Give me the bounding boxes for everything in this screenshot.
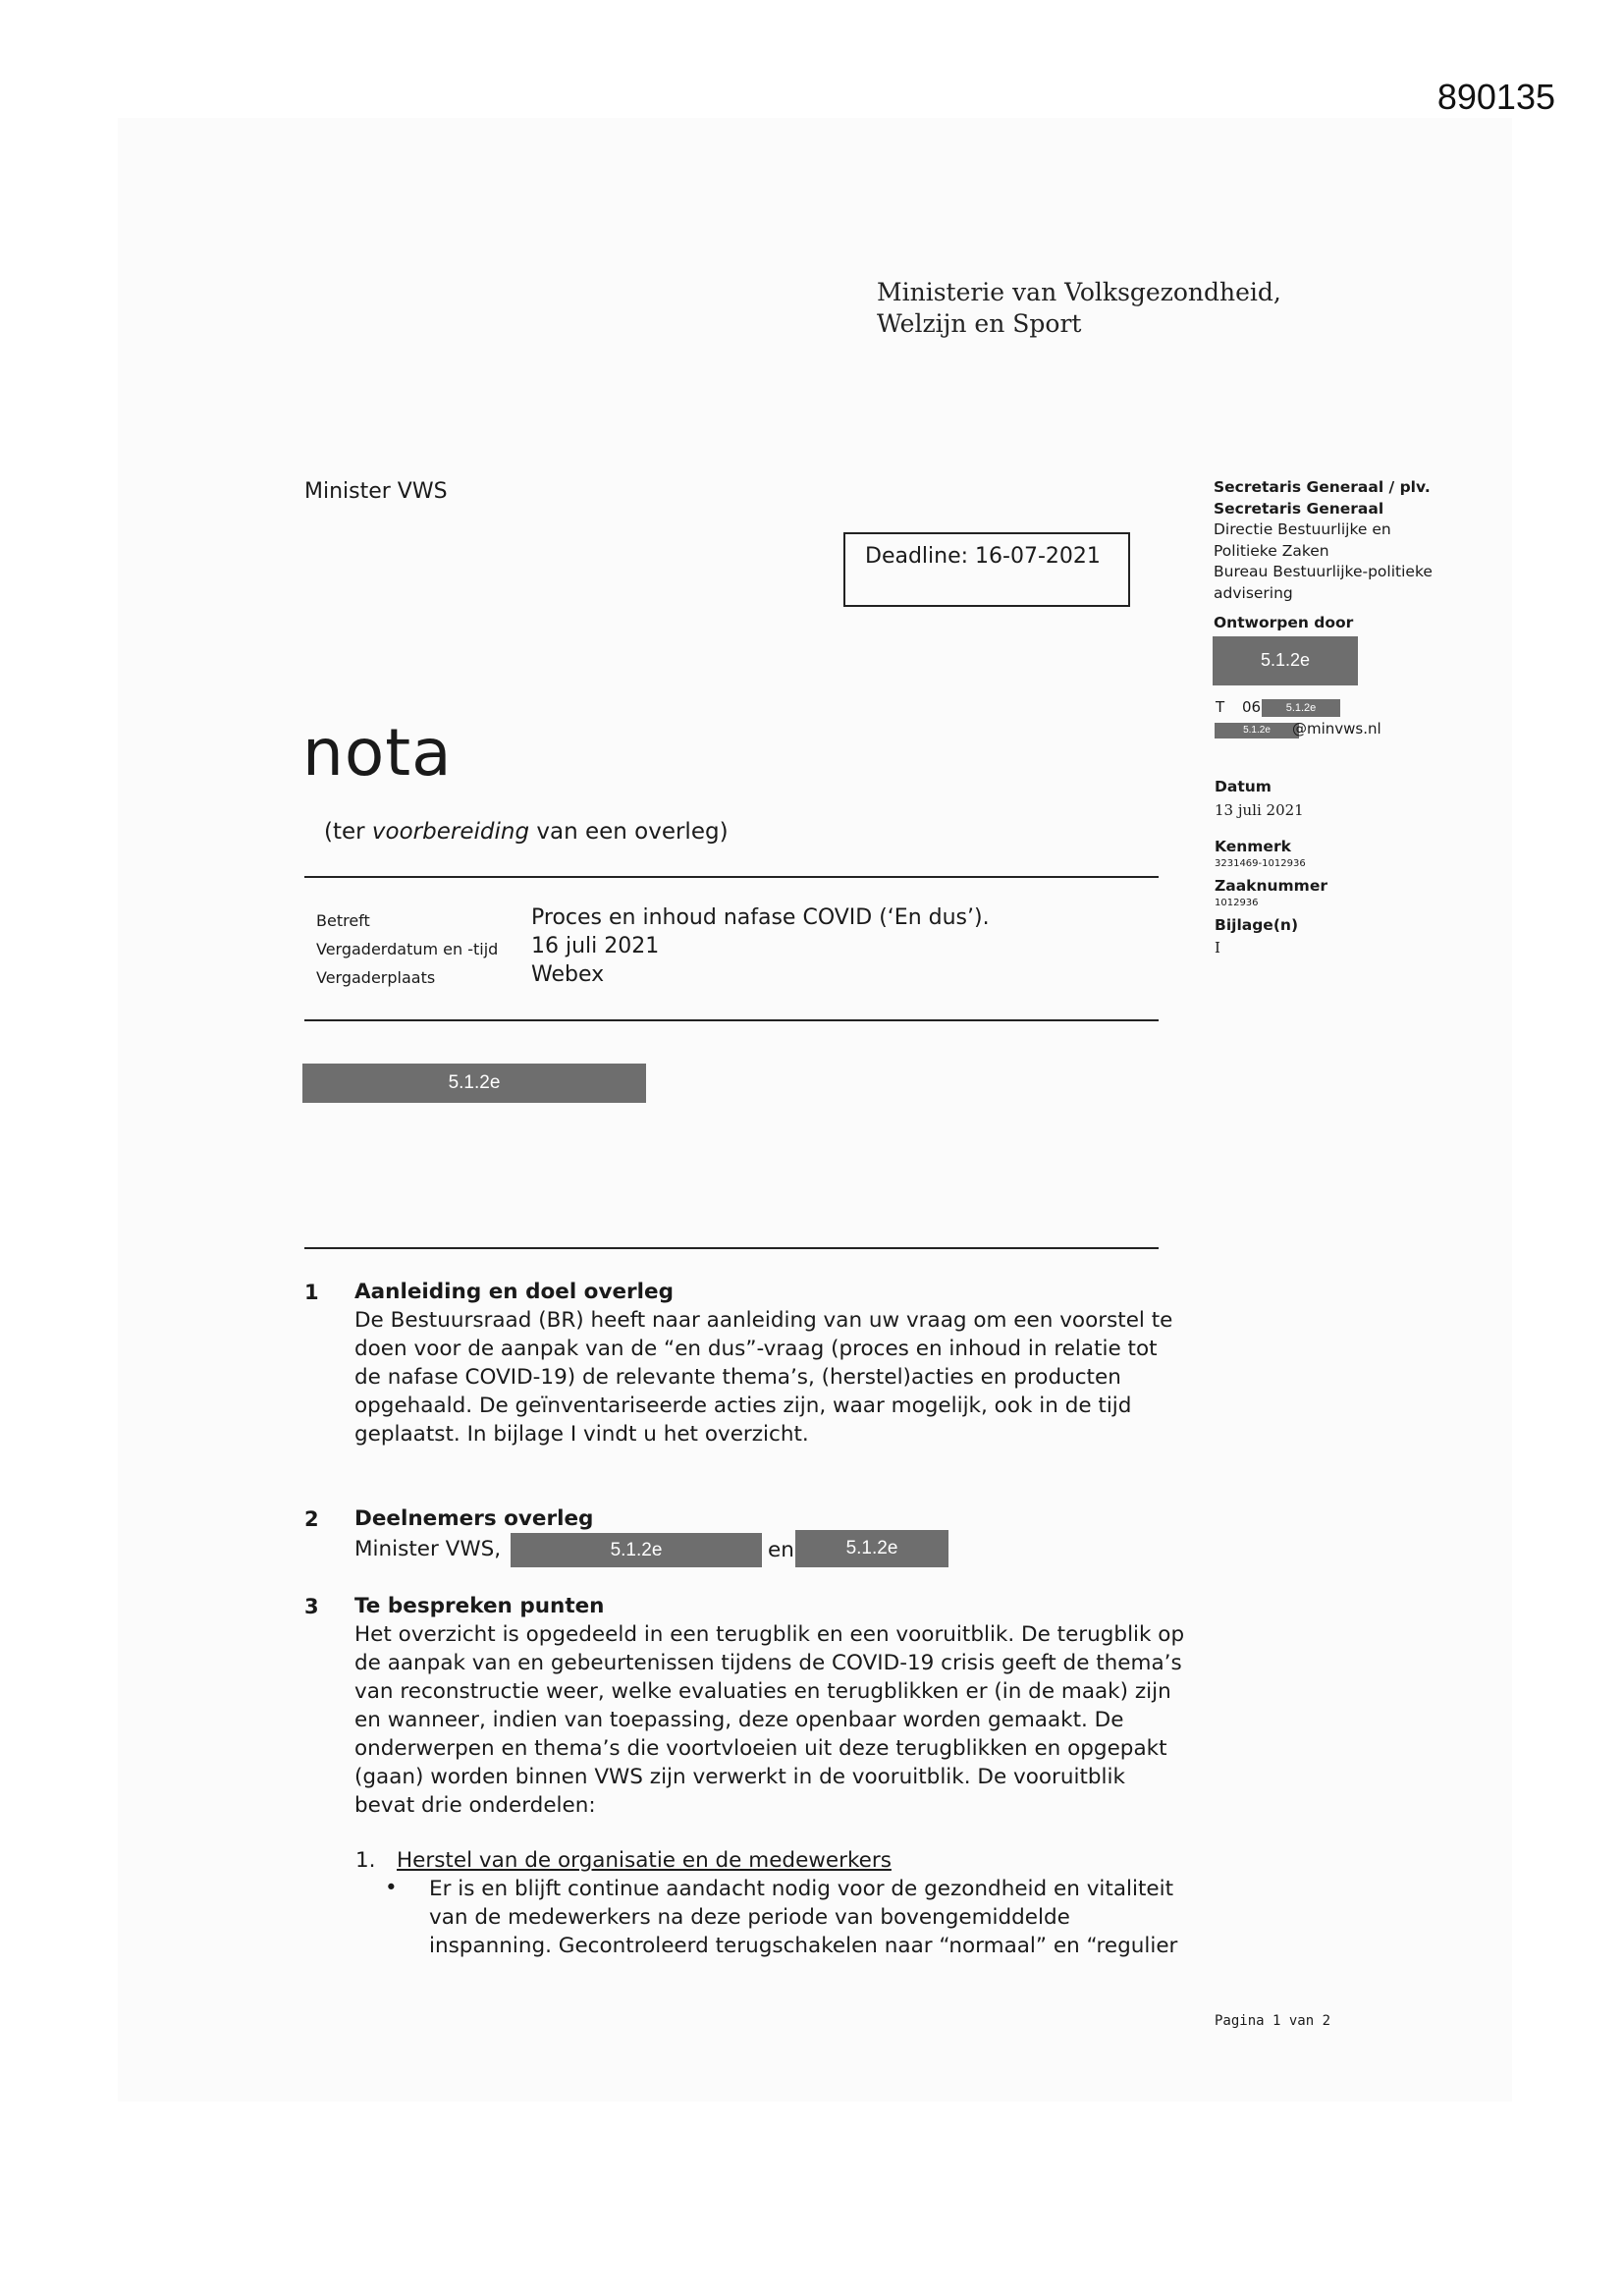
paragraph-line: geplaatst. In bijlage I vindt u het overzicht. xyxy=(354,1422,809,1447)
paragraph-line: Het overzicht is opgedeeld in een terugblik en een vooruitblik. De terugblik op xyxy=(354,1622,1185,1647)
divider-meta xyxy=(304,1019,1159,1021)
paragraph-line: Er is en blijft continue aandacht nodig voor de gezondheid en vitaliteit xyxy=(429,1877,1174,1901)
logo-line-2: Welzijn en Sport xyxy=(877,309,1082,338)
redaction-participant-1: 5.1.2e xyxy=(511,1533,762,1567)
sidebar-org-line: Bureau Bestuurlijke-politieke xyxy=(1214,563,1433,580)
paragraph-line: onderwerpen en thema’s die voortvloeien uit deze terugblikken en opgepakt xyxy=(354,1736,1167,1761)
ministry-logo xyxy=(877,277,1281,340)
meta-label-subject: Betreft xyxy=(316,911,370,930)
sidebar-org-line: advisering xyxy=(1214,583,1293,602)
section-3-heading: Te bespreken punten xyxy=(354,1594,605,1618)
document-title: nota xyxy=(302,715,453,791)
divider-top xyxy=(304,876,1159,878)
bullet-icon: • xyxy=(385,1876,398,1900)
list-item-title: Herstel van de organisatie en de medewerkers xyxy=(397,1848,892,1873)
meta-values xyxy=(531,903,990,989)
section-2-heading: Deelnemers overleg xyxy=(354,1506,594,1531)
redaction-designer: 5.1.2e xyxy=(1213,636,1358,685)
sidebar-org-bold-1: Secretaris Generaal / plv. xyxy=(1214,478,1431,496)
paragraph-line: opgehaald. De geïnventariseerde acties zijn, waar mogelijk, ook in de tijd xyxy=(354,1394,1132,1418)
paragraph-line: inspanning. Gecontroleerd terugschakelen naar “normaal” en “regulier xyxy=(429,1934,1178,1958)
sidebar-bijlage-value: I xyxy=(1215,939,1220,957)
meta-value-subject: Proces en inhoud nafase COVID (‘En dus’). xyxy=(531,905,990,930)
redaction-phone: 5.1.2e xyxy=(1262,699,1340,717)
paragraph-line: bevat drie onderdelen: xyxy=(354,1793,596,1818)
sidebar-kenmerk-label: Kenmerk xyxy=(1215,838,1291,855)
section-1-body xyxy=(354,1306,1172,1449)
addressee: Minister VWS xyxy=(304,479,448,504)
sidebar-email-suffix: @minvws.nl xyxy=(1292,720,1381,738)
subtitle-suffix: van een overleg) xyxy=(529,819,729,845)
subtitle-italic: voorbereiding xyxy=(371,819,530,845)
paragraph-line: van de medewerkers na deze periode van bovengemiddelde xyxy=(429,1905,1070,1930)
paragraph-line: en wanneer, indien van toepassing, deze openbaar worden gemaakt. De xyxy=(354,1708,1124,1732)
paragraph-line: van reconstructie weer, welke evaluaties en terugblikken er (in de maak) zijn xyxy=(354,1679,1171,1704)
sidebar-zaak-value: 1012936 xyxy=(1215,898,1259,908)
section-1-heading: Aanleiding en doel overleg xyxy=(354,1280,674,1304)
section-2-conjunction: en xyxy=(768,1538,794,1562)
section-1-number: 1 xyxy=(304,1281,319,1304)
sidebar-bijlage-label: Bijlage(n) xyxy=(1215,916,1299,934)
redaction-block: 5.1.2e xyxy=(302,1064,646,1103)
divider-body xyxy=(304,1247,1159,1249)
redaction-email: 5.1.2e xyxy=(1215,723,1299,738)
meta-label-place: Vergaderplaats xyxy=(316,968,436,987)
document-id: 890135 xyxy=(1436,77,1555,117)
sidebar-org-bold-2: Secretaris Generaal xyxy=(1214,499,1384,518)
deadline-box: Deadline: 16-07-2021 xyxy=(843,532,1130,607)
subtitle-prefix: (ter xyxy=(324,819,372,845)
sidebar-kenmerk-value: 3231469-1012936 xyxy=(1215,858,1306,869)
sidebar-org-line: Politieke Zaken xyxy=(1214,541,1329,560)
sidebar-designed-by-label: Ontworpen door xyxy=(1214,614,1354,631)
page-footer: Pagina 1 van 2 xyxy=(1215,2013,1331,2029)
paragraph-line: de nafase COVID-19) de relevante thema’s, (herstel)acties en producten xyxy=(354,1365,1121,1390)
sidebar-zaak-label: Zaaknummer xyxy=(1215,877,1327,895)
paragraph-line: De Bestuursraad (BR) heeft naar aanleiding van uw vraag om een voorstel te xyxy=(354,1308,1173,1333)
sidebar xyxy=(1214,477,1508,634)
sidebar-org-line: Directie Bestuurlijke en xyxy=(1214,520,1391,538)
paragraph-line: de aanpak van en gebeurtenissen tijdens de COVID-19 crisis geeft de thema’s xyxy=(354,1651,1182,1675)
logo-line-1: Ministerie van Volksgezondheid, xyxy=(877,278,1281,306)
document-subtitle xyxy=(324,819,729,845)
section-2-prefix: Minister VWS, xyxy=(354,1537,502,1561)
meta-value-place: Webex xyxy=(531,962,605,987)
sidebar-phone-prefix: T xyxy=(1216,698,1225,716)
meta-label-date: Vergaderdatum en -tijd xyxy=(316,940,499,958)
bullet-body xyxy=(429,1875,1177,1960)
section-3-body xyxy=(354,1620,1184,1820)
redaction-participant-2: 5.1.2e xyxy=(795,1530,948,1567)
paragraph-line: (gaan) worden binnen VWS zijn verwerkt in de vooruitblik. De vooruitblik xyxy=(354,1765,1125,1789)
section-3-number: 3 xyxy=(304,1595,319,1618)
paragraph-line: doen voor de aanpak van de “en dus”-vraag (proces en inhoud in relatie tot xyxy=(354,1337,1158,1361)
sidebar-date-label: Datum xyxy=(1215,778,1272,795)
list-number: 1. xyxy=(355,1848,376,1873)
section-2-number: 2 xyxy=(304,1507,319,1531)
sidebar-phone-start: 06 xyxy=(1242,698,1262,716)
meta-value-date: 16 juli 2021 xyxy=(531,934,660,958)
meta-labels xyxy=(316,906,498,992)
sidebar-date-value: 13 juli 2021 xyxy=(1215,801,1304,819)
